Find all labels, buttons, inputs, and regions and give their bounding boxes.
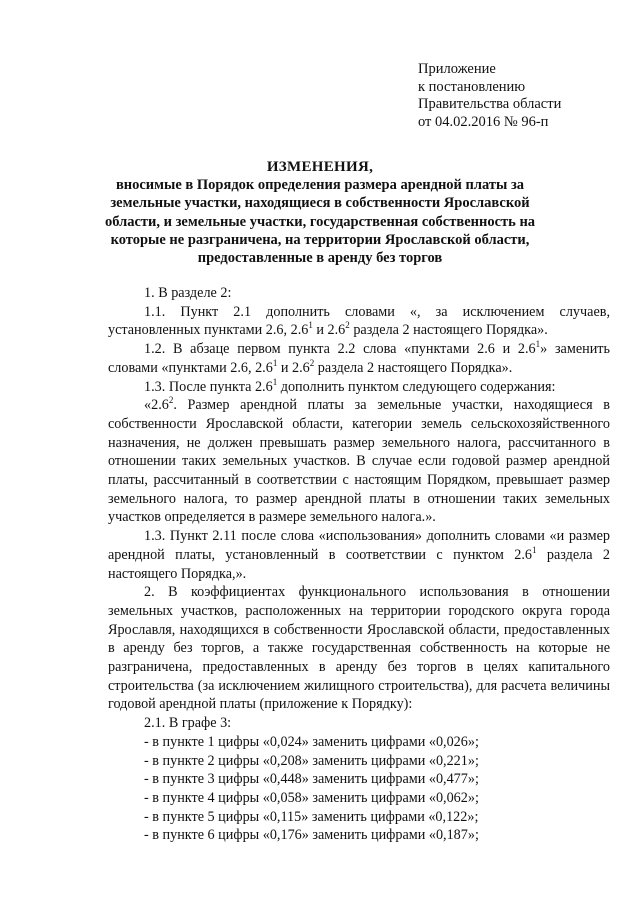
list-item: - в пункте 1 цифры «0,024» заменить цифрами «0,026»; [144, 733, 479, 750]
paragraph-1-1 [108, 303, 610, 340]
paragraph-1-3-b [108, 527, 610, 583]
appendix-line: к постановлению [418, 78, 526, 95]
list-item: - в пункте 2 цифры «0,208» заменить цифрами «0,221»; [144, 752, 479, 769]
text: «2.6 [144, 397, 169, 414]
text: . Размер арендной платы за земельные участки, находящиеся в собственности Ярославской области, категории земель сельскохозяйственного назначения, не должен превышать размер земельного налога, рассчитанного в отношении таких земельных участков. В случае если годовой размер арендной платы, рассчитанный в соответствии с настоящим Порядком, превышает размер земельного налога, то размер арендной платы в отношении таких земельных участков определяется в размере земельного налога.». [108, 397, 610, 526]
document-title [100, 158, 540, 267]
paragraph-1-3 [108, 378, 610, 397]
text: раздела 2 настоящего Порядка». [314, 359, 513, 376]
text: дополнить пунктом следующего содержания: [277, 378, 556, 395]
document-body [108, 284, 610, 845]
title-subtitle: вносимые в Порядок определения размера арендной платы за земельные участки, находящиеся в собственности Ярославской области, и земельные участки, государственная собственность на которые не разграничена, на территории Ярославской области, предоставленные в аренду без торгов [104, 177, 536, 267]
paragraph-2: 2. В коэффициентах функционального использования в отношении земельных участков, расположенных на территории городского округа города Ярославля, находящихся в собственности Ярославской области, предоставленных в аренду без торгов, а также государственная собственность на которые не разграничена, предоставленных в аренду без торгов в целях капитального строительства (за исключением жилищного строительства), для расчета величины годовой арендной платы (приложение к Порядку): [108, 584, 610, 713]
superscript: 1 [272, 357, 278, 368]
superscript: 2 [309, 357, 315, 368]
paragraph-2-1: 2.1. В графе 3: [144, 715, 232, 732]
text: 1.1. Пункт 2.1 дополнить словами «, за исключением случаев, установленных пунктами 2.6, 2.6 [108, 303, 610, 339]
list-item: - в пункте 4 цифры «0,058» заменить цифрами «0,062»; [144, 789, 479, 806]
title-main: ИЗМЕНЕНИЯ, [266, 159, 374, 175]
appendix-date-line: от 04.02.2016 № 96-п [418, 113, 549, 130]
appendix-line: Приложение [418, 61, 496, 77]
text: 1.3. Пункт 2.11 после слова «использования» дополнить словами «и размер арендной платы, установленный в соответствии с пунктом 2.6 [108, 528, 610, 563]
text: 1.2. В абзаце первом пункта 2.2 слова «пунктами 2.6 и 2.6 [144, 341, 536, 358]
superscript: 2 [168, 395, 174, 406]
superscript: 2 [345, 320, 350, 331]
paragraph-2-6-2 [108, 396, 610, 527]
appendix-block [418, 61, 561, 131]
text: » заменить словами «пунктами 2.6, 2.6 [108, 341, 610, 376]
superscript: 1 [532, 544, 537, 555]
superscript: 1 [272, 376, 278, 387]
list-item: - в пункте 5 цифры «0,115» заменить цифрами «0,122»; [144, 808, 479, 825]
paragraph-1-2 [108, 340, 610, 377]
text: раздела 2 настоящего Порядка». [349, 322, 548, 339]
text: 1.3. После пункта 2.6 [144, 378, 273, 395]
list-item: - в пункте 6 цифры «0,176» заменить цифрами «0,187»; [144, 827, 479, 844]
list-item: - в пункте 3 цифры «0,448» заменить цифрами «0,477»; [144, 771, 479, 788]
text: раздела 2 настоящего Порядка,». [108, 546, 610, 582]
superscript: 1 [308, 320, 313, 331]
text: и 2.6 [312, 322, 346, 339]
superscript: 1 [535, 339, 541, 350]
paragraph-1: 1. В разделе 2: [144, 285, 232, 301]
appendix-line: Правительства области [418, 96, 562, 113]
text: и 2.6 [277, 359, 310, 376]
